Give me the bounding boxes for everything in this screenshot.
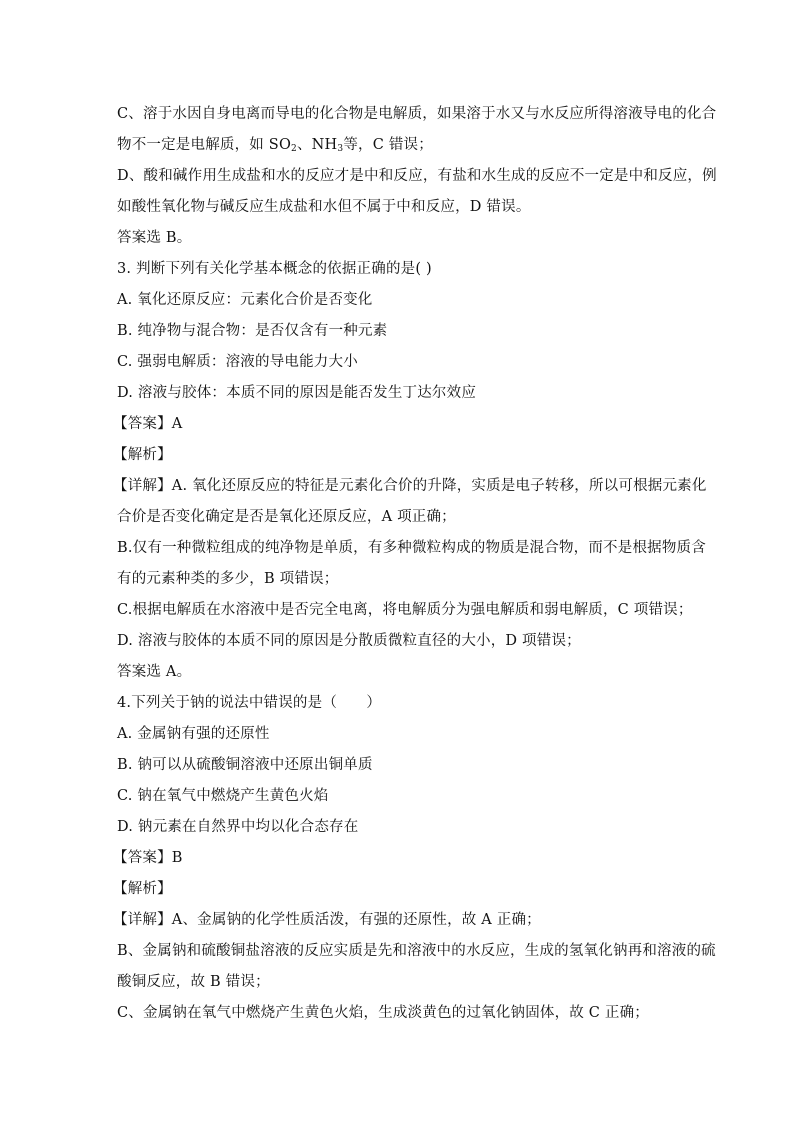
answer-line: 答案选 A。 (117, 664, 192, 680)
analysis-label: 【解析】 (113, 881, 172, 897)
question-title: 4.下列关于钠的说法中错误的是（ ） (117, 695, 382, 711)
text-line (117, 135, 687, 155)
option-d: D. 溶液与胶体：本质不同的原因是能否发生丁达尔效应 (117, 385, 477, 401)
text-line: C.根据电解质在水溶液中是否完全电离，将电解质分为强电解质和弱电解质，C 项错误； (117, 602, 693, 618)
question-title: 3. 判断下列有关化学基本概念的依据正确的是( ) (117, 261, 432, 277)
text-segment: 物不一定是电解质，如 SO (117, 137, 292, 153)
text-line: C、溶于水因自身电离而导电的化合物是电解质，如果溶于水又与水反应所得溶液导电的化合 (117, 106, 717, 122)
option-d: D. 钠元素在自然界中均以化合态存在 (117, 819, 359, 835)
option-b: B. 纯净物与混合物：是否仅含有一种元素 (117, 323, 388, 339)
subscript: 2 (291, 144, 297, 154)
text-segment: 、NH (296, 137, 338, 153)
text-segment: 等，C 错误； (343, 137, 433, 153)
option-c: C. 钠在氧气中燃烧产生黄色火焰 (117, 788, 329, 804)
text-line: 酸铜反应，故 B 错误； (117, 974, 270, 990)
text-line: B.仅有一种微粒组成的纯净物是单质，有多种微粒构成的物质是混合物，而不是根据物质含 (117, 540, 706, 556)
text-line: 【详解】A、金属钠的化学性质活泼，有强的还原性，故 A 正确； (113, 912, 541, 928)
text-line: D、酸和碱作用生成盐和水的反应才是中和反应，有盐和水生成的反应不一定是中和反应，例 (117, 168, 717, 184)
subscript: 3 (337, 144, 344, 154)
answer-line: 答案选 B。 (117, 230, 192, 246)
analysis-label: 【解析】 (113, 447, 172, 463)
answer-label: 【答案】A (113, 416, 183, 432)
text-line: 如酸性氧化物与碱反应生成盐和水但不属于中和反应，D 错误。 (117, 199, 531, 215)
option-b: B. 钠可以从硫酸铜溶液中还原出铜单质 (117, 757, 373, 773)
option-c: C. 强弱电解质：溶液的导电能力大小 (117, 354, 358, 370)
option-a: A. 金属钠有强的还原性 (117, 726, 270, 742)
option-a: A. 氧化还原反应：元素化合价是否变化 (117, 292, 373, 308)
text-line: 合价是否变化确定是否是氧化还原反应，A 项正确； (117, 509, 456, 525)
text-line: 有的元素种类的多少，B 项错误； (117, 571, 339, 587)
text-line: B、金属钠和硫酸铜盐溶液的反应实质是先和溶液中的水反应，生成的氢氧化钠再和溶液的硫 (117, 943, 716, 959)
text-line: D. 溶液与胶体的本质不同的原因是分散质微粒直径的大小，D 项错误； (117, 633, 581, 649)
text-line: C、金属钠在氧气中燃烧产生黄色火焰，生成淡黄色的过氧化钠固体，故 C 正确； (117, 1005, 650, 1021)
answer-label: 【答案】B (113, 850, 183, 866)
text-line: 【详解】A. 氧化还原反应的特征是元素化合价的升降，实质是电子转移，所以可根据元素化 (113, 478, 707, 494)
